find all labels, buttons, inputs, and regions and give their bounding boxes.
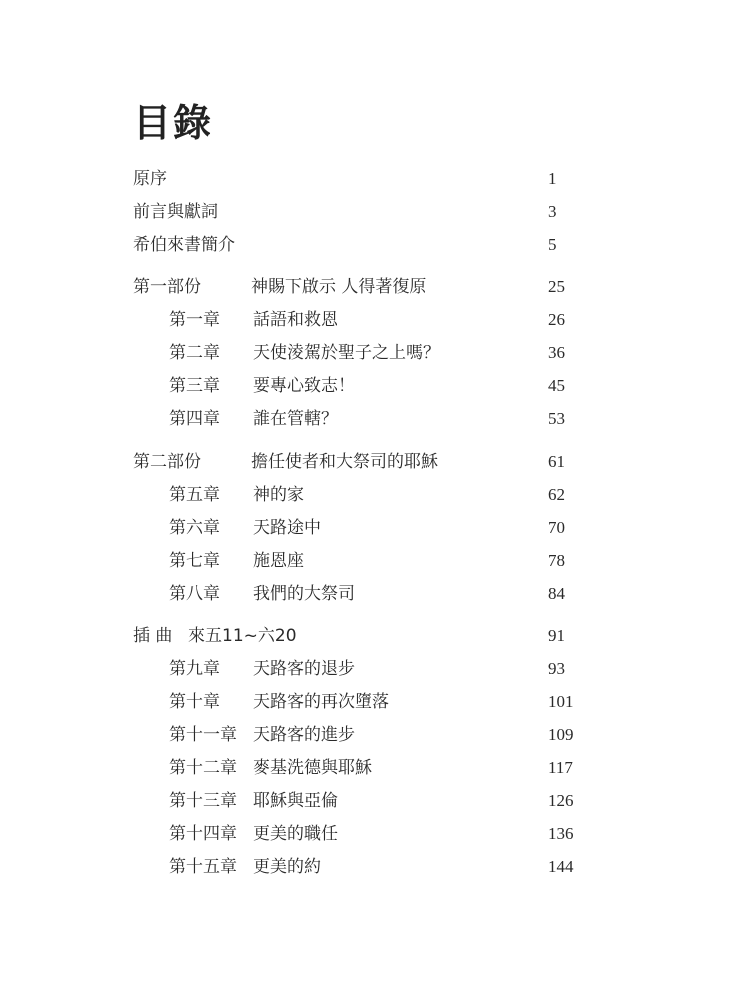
toc-entry-foreword — [0, 198, 729, 226]
toc-entry-page: 93 — [548, 659, 565, 678]
toc-chapter-6 — [0, 514, 729, 542]
toc-entry-page: 70 — [548, 518, 565, 537]
toc-entry-page: 26 — [548, 310, 565, 329]
chapter-label: 第九章 — [169, 659, 220, 679]
chapter-title: 耶穌與亞倫 — [253, 791, 338, 811]
toc-chapter-9 — [0, 655, 729, 683]
chapter-label: 第七章 — [169, 551, 220, 571]
chapter-title: 麥基洗德與耶穌 — [253, 758, 372, 778]
toc-entry-preface — [0, 165, 729, 193]
chapter-title: 我們的大祭司 — [253, 584, 355, 604]
toc-entry-page: 117 — [548, 758, 573, 777]
chapter-title: 天路客的進步 — [253, 725, 355, 745]
toc-entry-page: 36 — [548, 343, 565, 362]
chapter-label: 第十二章 — [169, 758, 237, 778]
chapter-label: 第十三章 — [169, 791, 237, 811]
part-label: 第二部份 — [133, 452, 201, 472]
toc-entry-page: 1 — [548, 169, 557, 188]
page-title: 目錄 — [133, 100, 214, 145]
toc-chapter-2 — [0, 339, 729, 367]
toc-entry-page: 53 — [548, 409, 565, 428]
toc-chapter-4 — [0, 405, 729, 433]
chapter-title: 施恩座 — [253, 551, 304, 571]
chapter-label: 第十五章 — [169, 857, 237, 877]
toc-entry-page: 84 — [548, 584, 565, 603]
toc-part-1 — [0, 273, 729, 301]
part-label: 插 曲 — [133, 626, 173, 646]
chapter-title: 天路客的退步 — [253, 659, 355, 679]
toc-chapter-14 — [0, 820, 729, 848]
chapter-title: 更美的職任 — [253, 824, 338, 844]
toc-entry-page: 126 — [548, 791, 574, 810]
toc-entry-page: 25 — [548, 277, 565, 296]
chapter-title: 誰在管轄？ — [253, 409, 338, 429]
chapter-title: 要專心致志！ — [253, 376, 355, 396]
toc-chapter-12 — [0, 754, 729, 782]
chapter-label: 第八章 — [169, 584, 220, 604]
chapter-title: 天路途中 — [253, 518, 321, 538]
toc-chapter-8 — [0, 580, 729, 608]
chapter-label: 第十四章 — [169, 824, 237, 844]
toc-chapter-10 — [0, 688, 729, 716]
toc-entry-page: 5 — [548, 235, 557, 254]
toc-chapter-15 — [0, 853, 729, 881]
toc-chapter-1 — [0, 306, 729, 334]
toc-chapter-5 — [0, 481, 729, 509]
toc-chapter-7 — [0, 547, 729, 575]
toc-entry-title: 希伯來書簡介 — [133, 235, 235, 255]
toc-interlude — [0, 622, 729, 650]
chapter-label: 第六章 — [169, 518, 220, 538]
chapter-label: 第十章 — [169, 692, 220, 712]
toc-entry-page: 101 — [548, 692, 574, 711]
part-title: 神賜下啟示 人得著復原 — [251, 277, 427, 297]
chapter-title: 話語和救恩 — [253, 310, 338, 330]
chapter-title: 更美的約 — [253, 857, 321, 877]
toc-entry-page: 62 — [548, 485, 565, 504]
toc-entry-page: 78 — [548, 551, 565, 570]
chapter-label: 第二章 — [169, 343, 220, 363]
chapter-title: 天路客的再次墮落 — [253, 692, 389, 712]
toc-entry-introduction — [0, 231, 729, 259]
chapter-label: 第五章 — [169, 485, 220, 505]
toc-entry-title: 前言與獻詞 — [133, 202, 218, 222]
toc-entry-page: 109 — [548, 725, 574, 744]
part-title: 擔任使者和大祭司的耶穌 — [251, 452, 438, 472]
toc-entry-title: 原序 — [133, 169, 167, 189]
part-label: 第一部份 — [133, 277, 201, 297]
toc-entry-page: 3 — [548, 202, 557, 221]
chapter-title: 天使淩駕於聖子之上嗎？ — [253, 343, 440, 363]
chapter-label: 第四章 — [169, 409, 220, 429]
toc-entry-page: 61 — [548, 452, 565, 471]
toc-chapter-3 — [0, 372, 729, 400]
chapter-label: 第三章 — [169, 376, 220, 396]
chapter-label: 第一章 — [169, 310, 220, 330]
toc-chapter-13 — [0, 787, 729, 815]
toc-part-2 — [0, 448, 729, 476]
part-title: 來五11~六20 — [188, 626, 297, 646]
toc-chapter-11 — [0, 721, 729, 749]
chapter-title: 神的家 — [253, 485, 304, 505]
toc-entry-page: 144 — [548, 857, 574, 876]
chapter-label: 第十一章 — [169, 725, 237, 745]
toc-entry-page: 136 — [548, 824, 574, 843]
toc-entry-page: 91 — [548, 626, 565, 645]
toc-entry-page: 45 — [548, 376, 565, 395]
